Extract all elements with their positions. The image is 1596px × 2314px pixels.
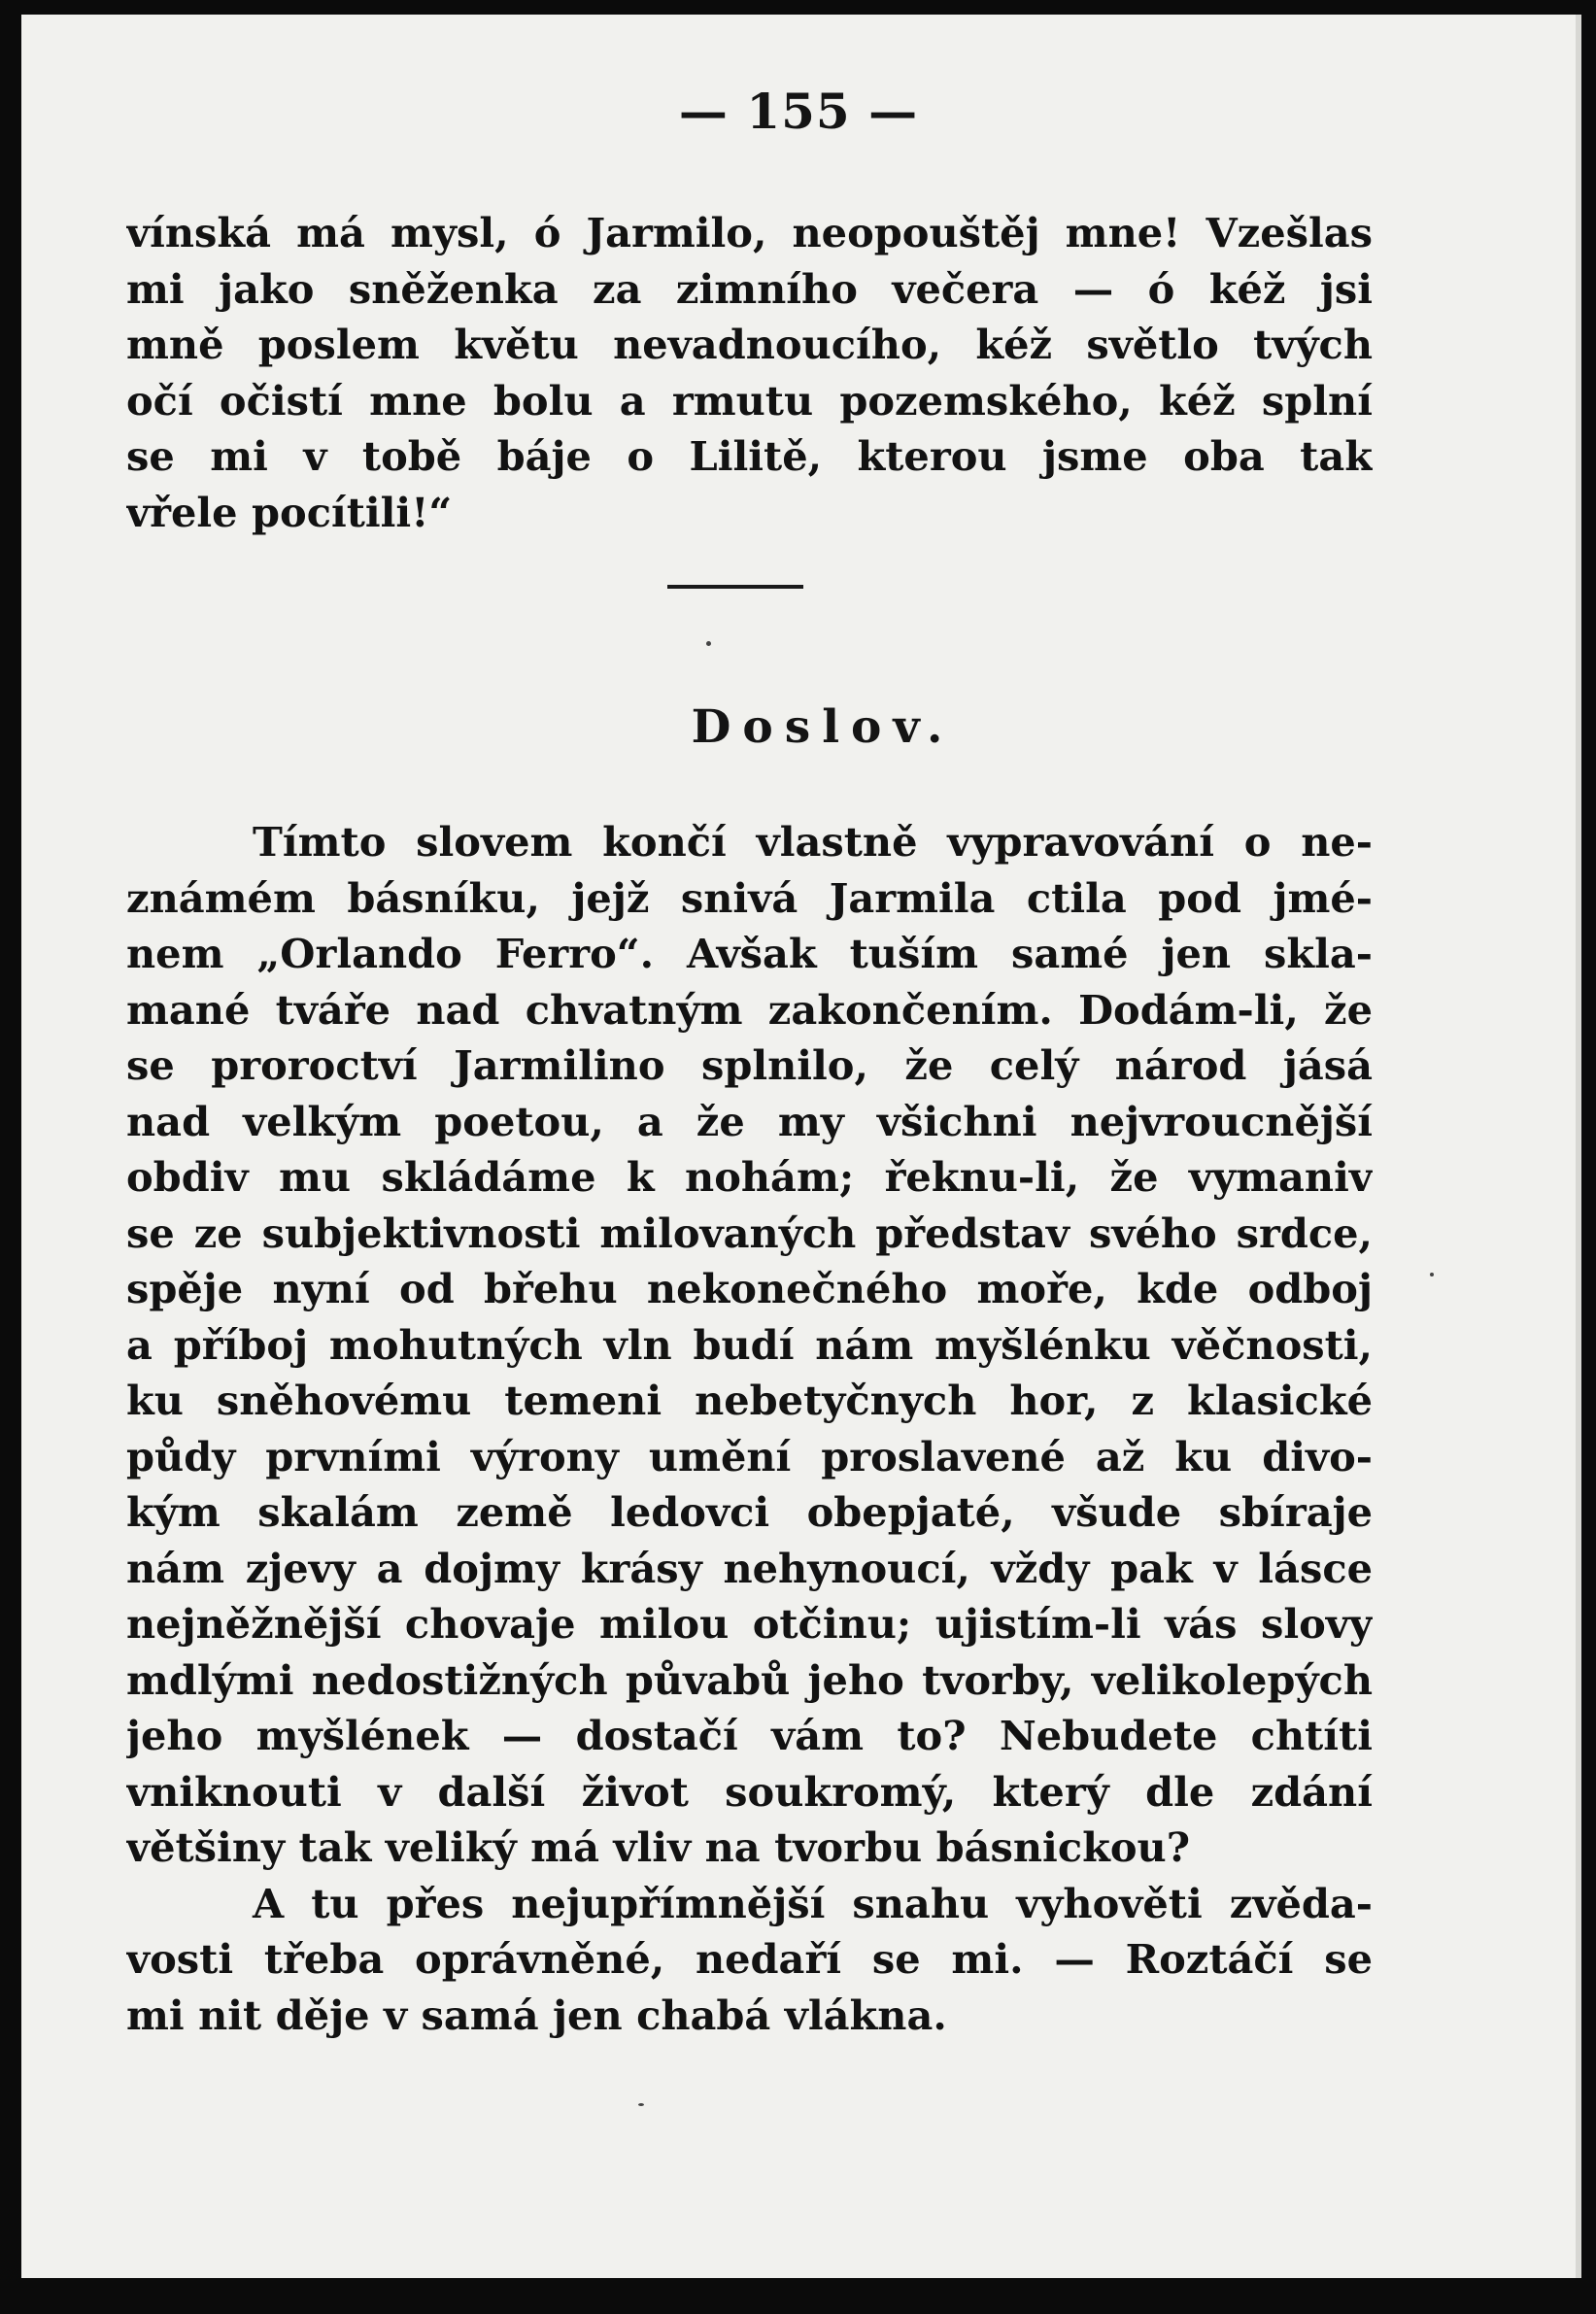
text-line: se mi v tobě báje o Lilitě, kterou jsme oba tak	[126, 432, 1373, 480]
text-line: se ze subjektivnosti milovaných představ svého srdce,	[126, 1208, 1373, 1257]
text-line: většiny tak veliký má vliv na tvorbu básnickou?	[126, 1823, 1191, 1871]
section-divider	[667, 585, 803, 589]
text-line: ku sněhovému temeni nebetyčnych hor, z klasické	[126, 1377, 1373, 1424]
section-heading: Doslov.	[691, 700, 955, 754]
text-line: mi jako sněženka za zimního večera — ó kéž jsi	[126, 264, 1373, 313]
text-line: mně poslem květu nevadnoucího, kéž světlo tvých	[126, 321, 1373, 368]
text-line: se proroctví Jarmilino splnilo, že celý národ jásá	[126, 1041, 1373, 1089]
text-line: kým skalám země ledovci obepjaté, všude sbíraje	[126, 1488, 1373, 1536]
text-line: spěje nyní od břehu nekonečného moře, kde odboj	[126, 1265, 1373, 1312]
text-line: známém básníku, jejž snivá Jarmila ctila pod jmé-	[126, 873, 1373, 922]
text-line: A tu přes nejupřímnější snahu vyhověti zvěda-	[253, 1879, 1373, 1927]
scan-speck	[638, 2103, 644, 2106]
text-line: jeho myšlének — dostačí vám to? Nebudete chtíti	[126, 1712, 1373, 1759]
text-line: půdy prvními výrony umění proslavené až ku divo-	[126, 1432, 1373, 1480]
text-line: vniknouti v další život soukromý, který dle zdání	[126, 1767, 1373, 1816]
text-line: vínská má mysl, ó Jarmilo, neopouštěj mne! Vzešlas	[126, 209, 1373, 256]
scan-speck	[706, 641, 711, 646]
text-line: mané tváře nad chvatným zakončením. Dodám-li, že	[126, 985, 1373, 1034]
book-page	[21, 15, 1581, 2278]
text-line: vosti třeba oprávněné, nedaří se mi. — Roztáčí se	[126, 1935, 1373, 1983]
text-line: nad velkým poetou, a že my všichni nejvroucnější	[126, 1097, 1373, 1145]
text-line: mi nit děje v samá jen chabá vlákna.	[126, 1991, 947, 2039]
intro-paragraph	[126, 205, 1373, 540]
text-line: obdiv mu skládáme k nohám; řeknu-li, že vymaniv	[126, 1153, 1373, 1201]
text-line: mdlými nedostižných půvabů jeho tvorby, velikolepých	[126, 1655, 1373, 1704]
text-line: nem „Orlando Ferro“. Avšak tuším samé jen skla-	[126, 930, 1373, 977]
text-line: vřele pocítili!“	[126, 488, 453, 536]
afterword-paragraph	[126, 814, 1373, 2043]
text-line: nám zjevy a dojmy krásy nehynoucí, vždy pak v lásce	[126, 1544, 1373, 1592]
text-line: očí očistí mne bolu a rmutu pozemského, kéž splní	[126, 376, 1373, 425]
text-line: a příboj mohutných vln budí nám myšlénku věčnosti,	[126, 1320, 1373, 1369]
page-number: — 155 —	[678, 83, 919, 140]
scan-speck	[1430, 1273, 1434, 1276]
text-line: Tímto slovem končí vlastně vypravování o ne-	[253, 818, 1373, 866]
text-line: nejněžnější chovaje milou otčinu; ujistím-li vás slovy	[126, 1600, 1373, 1648]
